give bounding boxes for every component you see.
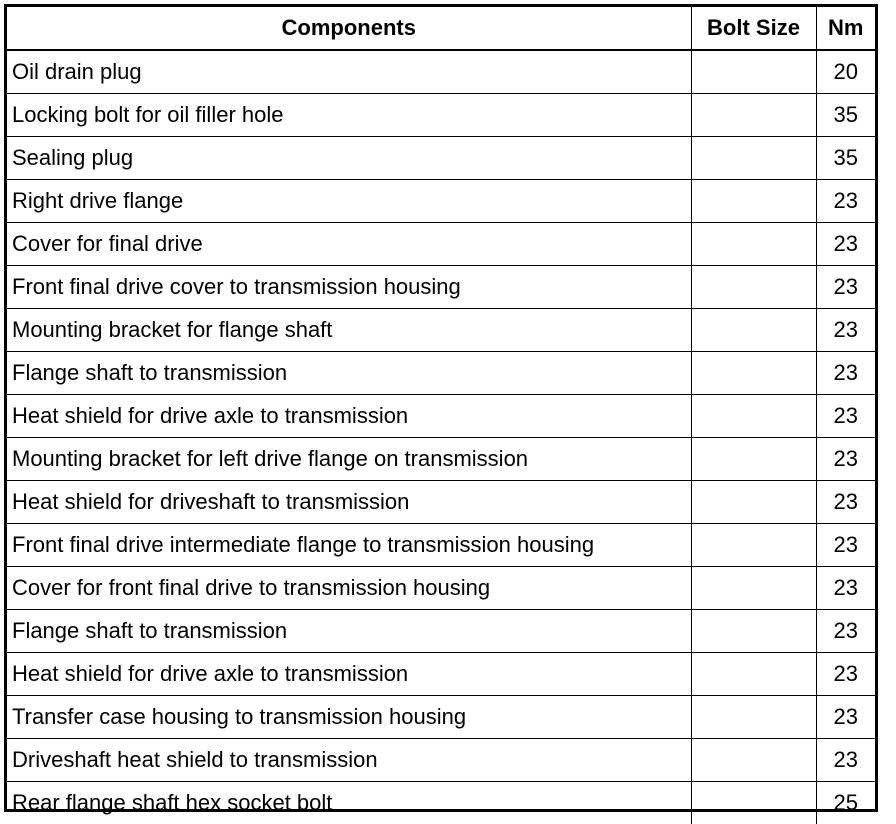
component-cell: Mounting bracket for left drive flange on transmission: [7, 438, 691, 481]
bolt-size-cell: [691, 524, 816, 567]
torque-nm-cell: 35: [816, 137, 875, 180]
bolt-size-cell: [691, 438, 816, 481]
component-cell: Driveshaft heat shield to transmission: [7, 739, 691, 782]
bolt-size-cell: [691, 739, 816, 782]
bolt-size-cell: [691, 610, 816, 653]
table-row: [7, 567, 875, 610]
table-row: [7, 266, 875, 309]
table-row: [7, 180, 875, 223]
torque-nm-cell: 23: [816, 352, 875, 395]
table-row: [7, 739, 875, 782]
bolt-size-cell: [691, 481, 816, 524]
bolt-size-cell: [691, 50, 816, 94]
bolt-size-cell: [691, 653, 816, 696]
torque-nm-cell: 23: [816, 567, 875, 610]
component-cell: Flange shaft to transmission: [7, 610, 691, 653]
torque-nm-cell: 35: [816, 94, 875, 137]
bolt-size-cell: [691, 696, 816, 739]
component-cell: Right drive flange: [7, 180, 691, 223]
torque-nm-cell: 23: [816, 696, 875, 739]
table-row: [7, 524, 875, 567]
bolt-size-cell: [691, 395, 816, 438]
bolt-size-cell: [691, 352, 816, 395]
component-cell: Front final drive cover to transmission housing: [7, 266, 691, 309]
component-cell: Oil drain plug: [7, 50, 691, 94]
table-row: [7, 438, 875, 481]
component-cell: Locking bolt for oil filler hole: [7, 94, 691, 137]
bolt-size-cell: [691, 94, 816, 137]
table-row: [7, 696, 875, 739]
bolt-size-cell: [691, 309, 816, 352]
component-cell: Heat shield for drive axle to transmission: [7, 653, 691, 696]
bolt-size-cell: [691, 137, 816, 180]
table-row: [7, 653, 875, 696]
bolt-size-cell: [691, 567, 816, 610]
torque-nm-cell: 23: [816, 653, 875, 696]
table-body: [7, 50, 875, 824]
table-row: [7, 309, 875, 352]
bolt-size-cell: [691, 223, 816, 266]
torque-specification-table: [7, 7, 875, 824]
bolt-size-cell: [691, 180, 816, 223]
torque-nm-cell: 23: [816, 223, 875, 266]
bolt-size-cell: [691, 266, 816, 309]
table-row: [7, 94, 875, 137]
table-row: [7, 610, 875, 653]
table-header-row: [7, 7, 875, 50]
table-row: [7, 50, 875, 94]
torque-nm-cell: 23: [816, 610, 875, 653]
header-components: Components: [7, 7, 691, 50]
torque-nm-cell: 23: [816, 309, 875, 352]
torque-nm-cell: 23: [816, 180, 875, 223]
table-row: [7, 395, 875, 438]
table-row: [7, 352, 875, 395]
component-cell: Cover for front final drive to transmission housing: [7, 567, 691, 610]
header-nm: Nm: [816, 7, 875, 50]
component-cell: Sealing plug: [7, 137, 691, 180]
component-cell: Transfer case housing to transmission housing: [7, 696, 691, 739]
component-cell: Rear flange shaft hex socket bolt: [7, 782, 691, 824]
torque-nm-cell: 20: [816, 50, 875, 94]
table-row: [7, 223, 875, 266]
torque-nm-cell: 23: [816, 481, 875, 524]
torque-nm-cell: 23: [816, 438, 875, 481]
component-cell: Cover for final drive: [7, 223, 691, 266]
component-cell: Flange shaft to transmission: [7, 352, 691, 395]
component-cell: Mounting bracket for flange shaft: [7, 309, 691, 352]
table-row: [7, 137, 875, 180]
component-cell: Heat shield for drive axle to transmission: [7, 395, 691, 438]
header-bolt-size: Bolt Size: [691, 7, 816, 50]
torque-nm-cell: 23: [816, 395, 875, 438]
torque-nm-cell: 23: [816, 524, 875, 567]
torque-nm-cell: 25: [816, 782, 875, 824]
torque-nm-cell: 23: [816, 739, 875, 782]
table-row: [7, 481, 875, 524]
component-cell: Front final drive intermediate flange to transmission housing: [7, 524, 691, 567]
torque-specification-table-frame: [4, 4, 878, 812]
torque-nm-cell: 23: [816, 266, 875, 309]
component-cell: Heat shield for driveshaft to transmission: [7, 481, 691, 524]
